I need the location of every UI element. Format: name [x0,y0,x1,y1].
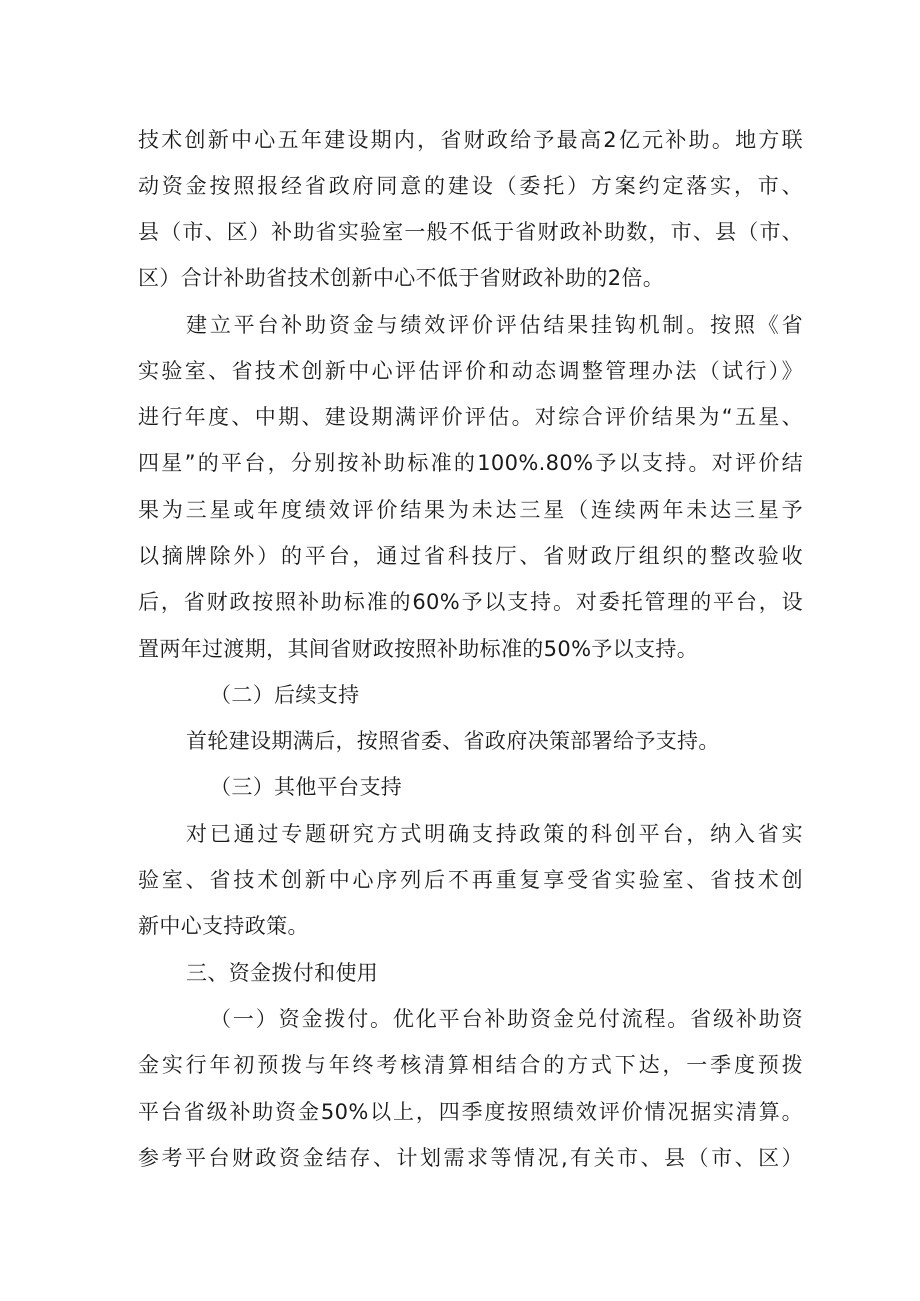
text-line: 果为三星或年度绩效评价结果为未达三星（连续两年未达三星予 [138,498,803,522]
text-line: 县（市、区）补助省实验室一般不低于省财政补助数，市、县（市、 [138,220,803,244]
text-line: 金实行年初预拨与年终考核清算相结合的方式下达，一季度预拨 [138,1053,803,1077]
text-line: 四星”的平台，分别按补助标准的100%.80%予以支持。对评价结 [138,451,803,475]
section-heading: （三）其他平台支持 [210,775,403,799]
paragraph-first-line: 对已通过专题研究方式明确支持政策的科创平台，纳入省实 [186,822,803,846]
text-line: 区）合计补助省技术创新中心不低于省财政补助的2倍。 [138,266,665,290]
text-line: 验室、省技术创新中心序列后不再重复享受省实验室、省技术创 [138,868,803,892]
paragraph-first-line: 建立平台补助资金与绩效评价评估结果挂钩机制。按照《省 [186,313,803,337]
section-heading: （二）后续支持 [210,683,360,707]
text-line: 动资金按照报经省政府同意的建设（委托）方案约定落实，市、 [138,174,803,198]
text-line: 新中心支持政策。 [138,914,309,938]
section-heading: 三、资金拨付和使用 [186,961,379,985]
text-line: 以摘牌除外）的平台，通过省科技厅、省财政厅组织的整改验收 [138,544,803,568]
text-line: 后，省财政按照补助标准的60%予以支持。对委托管理的平台，设 [138,590,803,614]
paragraph-first-line: （一）资金拨付。优化平台补助资金兑付流程。省级补助资 [210,1007,803,1031]
text-line: 平台省级补助资金50%以上，四季度按照绩效评价情况据实清算。 [138,1100,803,1124]
paragraph-first-line: 首轮建设期满后，按照省委、省政府决策部署给予支持。 [186,729,720,753]
text-line: 参考平台财政资金结存、计划需求等情况,有关市、县（市、区） [138,1146,803,1170]
text-line: 技术创新中心五年建设期内，省财政给予最高2亿元补助。地方联 [138,128,803,152]
text-line: 实验室、省技术创新中心评估评价和动态调整管理办法（试行）》 [138,359,803,383]
text-line: 置两年过渡期，其间省财政按照补助标准的50%予以支持。 [138,637,699,661]
text-line: 进行年度、中期、建设期满评价评估。对综合评价结果为“五星、 [138,405,803,429]
